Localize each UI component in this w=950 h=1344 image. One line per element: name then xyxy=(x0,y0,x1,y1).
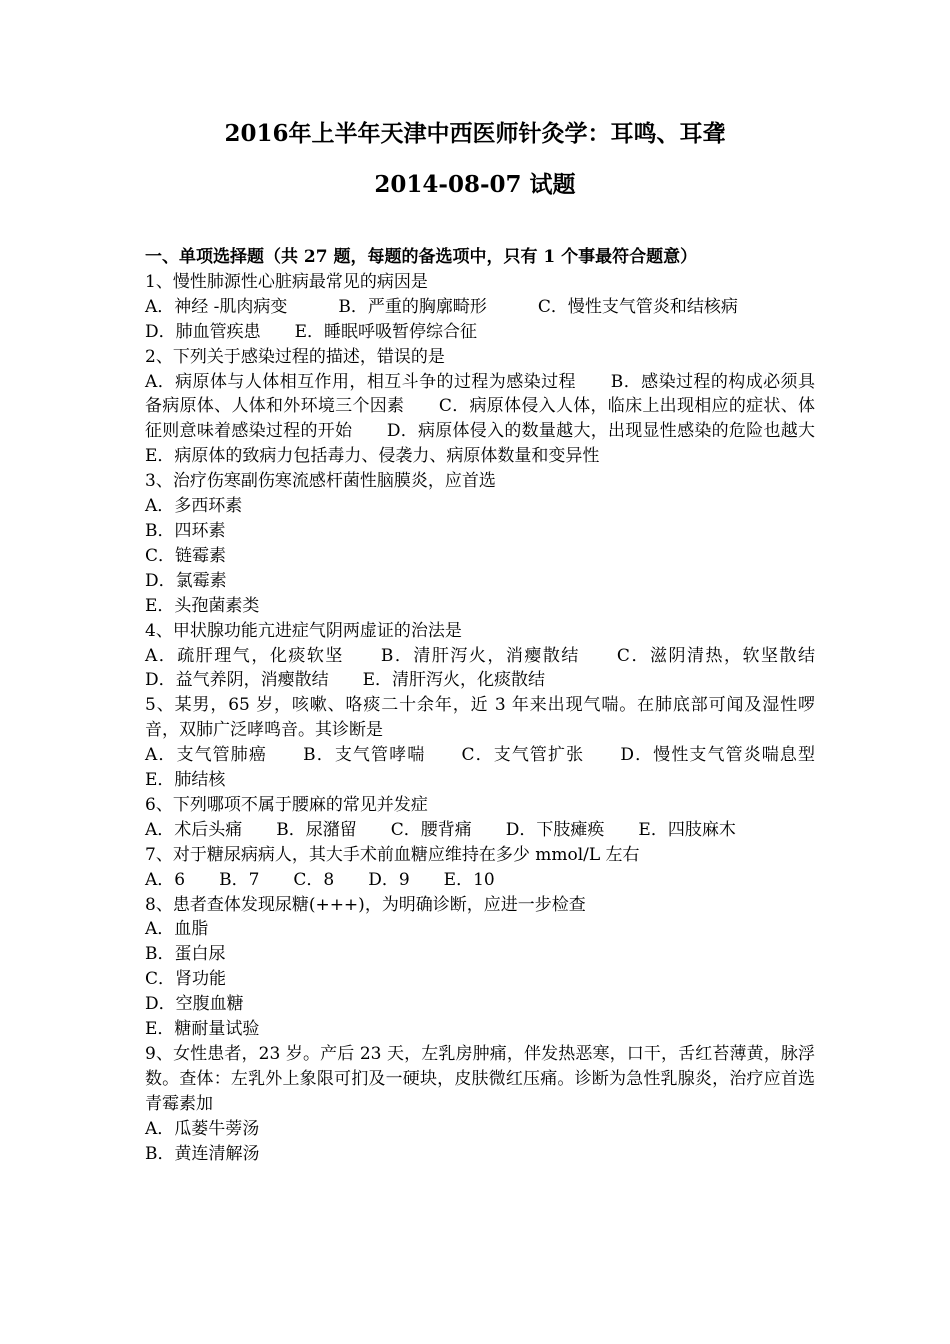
question-9 xyxy=(145,1042,815,1167)
option-line: A．神经 -肌肉病变 B．严重的胸廓畸形 C．慢性支气管炎和结核病 xyxy=(145,296,738,317)
question-6 xyxy=(145,793,815,843)
option-d: D．空腹血糖 xyxy=(145,994,244,1015)
question-3 xyxy=(145,469,815,618)
document-subtitle: 2014-08-07 试题 xyxy=(374,171,576,198)
option-b: B．黄连清解汤 xyxy=(145,1143,260,1164)
question-stem: 3、治疗伤寒副伤寒流感杆菌性脑膜炎，应首选 xyxy=(145,471,496,492)
option-a: A．瓜蒌牛蒡汤 xyxy=(145,1118,260,1139)
options-paragraph: A．病原体与人体相互作用，相互斗争的过程为感染过程 B．感染过程的构成必须具备病原体、人体和外环境三个因素 C．病原体侵入人体，临床上出现相应的症状、体征则意味着感染过程的开始 D．病原体侵入的数量越大，出现显性感染的危险也越大 E．病原体的致病力包括毒力、侵袭力、病原体数量和变异性 xyxy=(145,371,849,467)
question-5 xyxy=(145,693,849,793)
question-stem: 6、下列哪项不属于腰麻的常见并发症 xyxy=(145,794,428,815)
question-stem: 5、某男，65 岁，咳嗽、咯痰二十余年，近 3 年来出现气喘。在肺底部可闻及湿性啰音，双肺广泛哮鸣音。其诊断是 xyxy=(145,695,815,741)
section-heading: 一、单项选择题（共 27 题，每题的备选项中，只有 1 个事最符合题意） xyxy=(145,247,698,267)
option-line: A．术后头痛 B．尿潴留 C．腰背痛 D．下肢瘫痪 E．四肢麻木 xyxy=(145,819,736,840)
option-line: A．6 B．7 C．8 D．9 E．10 xyxy=(145,869,495,890)
question-stem: 8、患者查体发现尿糖(+++)，为明确诊断，应进一步检查 xyxy=(145,894,586,915)
question-stem: 2、下列关于感染过程的描述，错误的是 xyxy=(145,346,445,367)
question-stem: 4、甲状腺功能亢进症气阴两虚证的治法是 xyxy=(145,620,462,641)
option-c: C．肾功能 xyxy=(145,969,227,990)
option-b: B．蛋白尿 xyxy=(145,944,226,965)
question-stem: 1、慢性肺源性心脏病最常见的病因是 xyxy=(145,271,428,292)
options-paragraph: A．支气管肺癌 B．支气管哮喘 C．支气管扩张 D．慢性支气管炎喘息型 E．肺结核 xyxy=(145,745,849,791)
option-d: D．氯霉素 xyxy=(145,570,227,591)
question-2 xyxy=(145,345,849,470)
question-stem: 9、女性患者，23 岁。产后 23 天，左乳房肿痛，伴发热恶寒，口干，舌红苔薄黄，脉浮数。查体：左乳外上象限可扪及一硬块，皮肤微红压痛。诊断为急性乳腺炎，治疗应首选青霉素加 xyxy=(145,1044,815,1114)
question-7 xyxy=(145,843,815,893)
option-a: A．多西环素 xyxy=(145,496,243,517)
option-e: E．糖耐量试验 xyxy=(145,1019,260,1040)
question-stem: 7、对于糖尿病病人，其大手术前血糖应维持在多少 mmol/L 左右 xyxy=(145,844,640,865)
question-4 xyxy=(145,619,849,694)
option-b: B．四环素 xyxy=(145,520,226,541)
option-c: C．链霉素 xyxy=(145,545,227,566)
question-8 xyxy=(145,893,815,1042)
document-body xyxy=(145,245,849,1167)
document-title: 2016年上半年天津中西医师针灸学：耳鸣、耳聋 xyxy=(224,120,726,147)
option-line: D．肺血管疾患 E．睡眠呼吸暂停综合征 xyxy=(145,321,478,342)
question-1 xyxy=(145,270,815,345)
option-a: A．血脂 xyxy=(145,919,209,940)
option-e: E．头孢菌素类 xyxy=(145,595,260,616)
options-paragraph: A．疏肝理气，化痰软坚 B．清肝泻火，消瘿散结 C．滋阴清热，软坚散结 D．益气养阴，消瘿散结 E．清肝泻火，化痰散结 xyxy=(145,645,849,691)
